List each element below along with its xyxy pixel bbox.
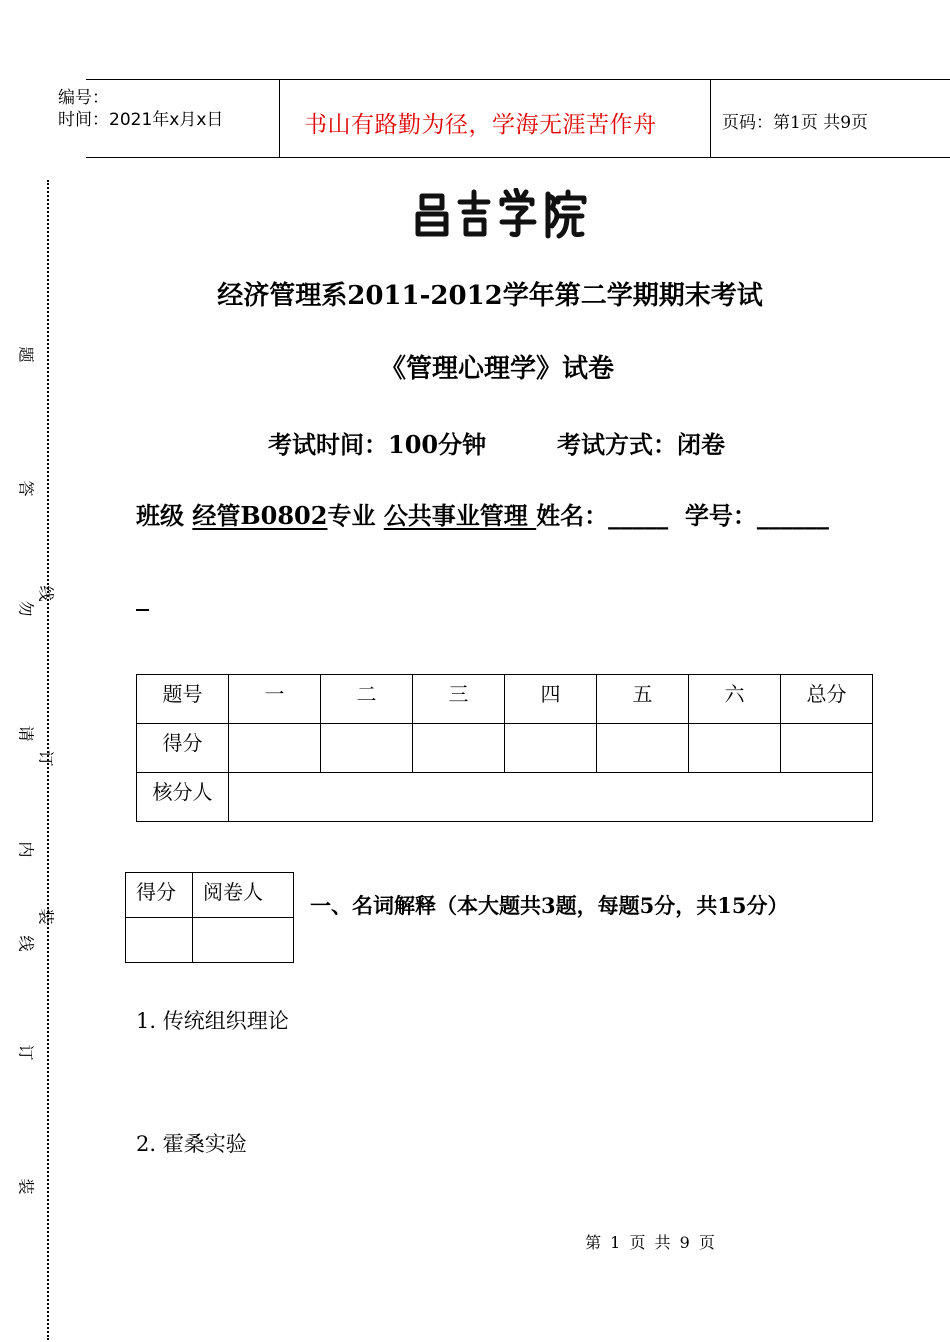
binding-char: 内: [16, 841, 36, 858]
exam-mode: 考试方式：闭卷: [557, 430, 725, 459]
score-table: [136, 674, 873, 822]
binding-char: 订: [16, 1044, 36, 1061]
checker-row-label: 核分人: [137, 773, 229, 822]
score-cell[interactable]: [505, 724, 597, 773]
score-cell[interactable]: [781, 724, 873, 773]
doc-time-label: 时间：2021年x月x日: [58, 110, 224, 130]
table-header-cell: 三: [413, 675, 505, 724]
binding-char: 装: [16, 1178, 36, 1195]
table-header-cell: 六: [689, 675, 781, 724]
table-row: [137, 724, 873, 773]
binding-char: 线: [36, 585, 56, 602]
doc-code-label: 编号：: [58, 88, 109, 108]
header-divider: [710, 80, 711, 157]
page-header: [58, 79, 950, 158]
student-id-label: 学号：: [668, 501, 757, 530]
table-row: [137, 773, 873, 822]
student-info-line: [136, 496, 829, 531]
question-item: 1. 传统组织理论: [136, 1009, 289, 1033]
exam-duration: 考试时间：100分钟: [268, 430, 487, 459]
header-page-label: 页码：第1页 共9页: [722, 113, 869, 133]
binding-char: 请: [16, 725, 36, 742]
grader-table: [125, 872, 294, 963]
binding-char: 题: [16, 346, 36, 363]
underline-continuation: [136, 609, 149, 611]
major-value: 公共事业管理: [383, 501, 537, 530]
table-row: [126, 918, 294, 963]
paper-title: 《管理心理学》试卷: [380, 354, 615, 384]
table-header-cell: 总分: [781, 675, 873, 724]
table-header-cell: 题号: [137, 675, 229, 724]
binding-char: 答: [16, 480, 36, 497]
binding-char: 线: [16, 935, 36, 952]
table-header-cell: 二: [321, 675, 413, 724]
header-divider: [279, 80, 280, 157]
grader-header-cell: 阅卷人: [193, 873, 294, 918]
section-title: 一、名词解释（本大题共3题，每题5分，共15分）: [310, 893, 789, 918]
major-label: 专业: [327, 501, 384, 530]
score-cell[interactable]: [689, 724, 781, 773]
name-blank[interactable]: _____: [608, 501, 669, 530]
table-header-cell: 四: [505, 675, 597, 724]
exam-title: 经济管理系2011-2012学年第二学期期末考试: [217, 281, 763, 311]
grader-score-cell[interactable]: [126, 918, 193, 963]
class-value: 经管B0802: [192, 501, 328, 530]
table-header-cell: 一: [229, 675, 321, 724]
name-label: 姓名：: [536, 501, 609, 530]
binding-char: 装: [36, 908, 56, 925]
school-logo: [412, 188, 588, 242]
binding-char: 订: [36, 750, 56, 767]
score-cell[interactable]: [413, 724, 505, 773]
header-motto: 书山有路勤为径，学海无涯苦作舟: [304, 112, 657, 138]
score-cell[interactable]: [229, 724, 321, 773]
grader-header-cell: 得分: [126, 873, 193, 918]
page-footer: 第 1 页 共 9 页: [585, 1233, 715, 1252]
table-row: [126, 873, 294, 918]
grader-name-cell[interactable]: [193, 918, 294, 963]
table-header-cell: 五: [597, 675, 689, 724]
binding-char: 勿: [16, 600, 36, 617]
score-cell[interactable]: [597, 724, 689, 773]
score-row-label: 得分: [137, 724, 229, 773]
class-label: 班级: [136, 501, 193, 530]
table-row: [137, 675, 873, 724]
question-item: 2. 霍桑实验: [136, 1132, 247, 1156]
score-cell[interactable]: [321, 724, 413, 773]
student-id-blank[interactable]: ______: [756, 501, 829, 530]
checker-cell[interactable]: [229, 773, 873, 822]
